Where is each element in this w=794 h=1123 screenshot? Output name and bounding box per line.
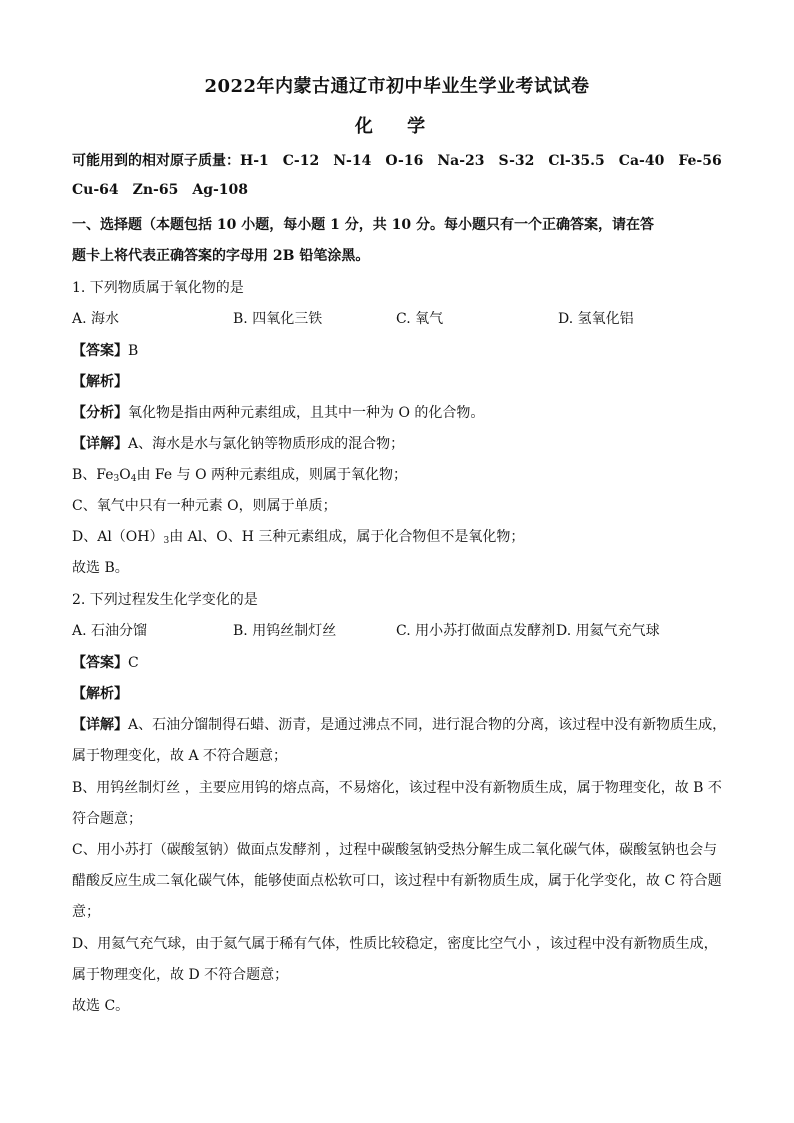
mass-item: N-14 [333,153,372,169]
question-1-stem: 1. 下列物质属于氧化物的是 [72,280,244,296]
question-2-stem: 2. 下列过程发生化学变化的是 [72,592,258,608]
detail-text: A、石油分馏制得石蜡、沥青，是通过沸点不同，进行混合物的分离，该过程中没有新物质生成， [128,717,727,733]
q1-conclusion: 故选 B。 [72,560,129,576]
section-heading-line-2: 题卡上将代表正确答案的字母用 2B 铅笔涂黑。 [72,248,370,264]
section-heading-line-1: 一、选择题（本题包括 10 小题，每小题 1 分，共 10 分。每小题只有一个正确答案，请在答 [72,217,654,233]
q1-option-c: C. 氧气 [396,311,444,327]
q2-detail-line-1 [72,714,726,734]
mass-item: Fe-56 [678,153,722,169]
q2-option-d: D. 用氦气充气球 [556,623,660,639]
q1-fenxi: 氧化物是指由两种元素组成，且其中一种为 O 的化合物。 [128,405,485,421]
q2-detail-line-3: B、用钨丝制灯丝 ，主要应用钨的熔点高，不易熔化，该过程中没有新物质生成，属于物理变化，故 B 不 [72,780,722,796]
answer-tag: 【答案】 [72,655,128,671]
mass-item: Cu-64 [72,182,119,198]
subscript: 3 [113,474,120,484]
q1-fenxi-line [72,402,484,422]
q2-option-a: A. 石油分馏 [72,623,148,639]
q2-detail-line-4: 符合题意； [72,811,142,827]
detail-text: B、Fe [72,467,114,483]
q2-detail-line-2: 属于物理变化，故 A 不符合题意； [72,748,288,764]
q2-detail-line-5: C、用小苏打（碳酸氢钠）做面点发酵剂 ，过程中碳酸氢钠受热分解生成二氧化碳气体，碳酸氢钠也会与 [72,842,718,858]
mass-item: H-1 [240,153,269,169]
subject-title: 化 学 [354,116,440,137]
q1-option-b: B. 四氧化三铁 [233,311,323,327]
q1-answer-line [72,340,138,360]
q1-detail-d [72,526,524,546]
fenxi-tag: 【分析】 [72,405,128,421]
q2-answer-line [72,652,139,672]
detail-tag: 【详解】 [72,436,128,452]
q1-option-d: D. 氢氧化铝 [558,311,634,327]
detail-text: 由 Al、O、H 三种元素组成，属于化合物但不是氧化物； [169,529,525,545]
mass-item: O-16 [385,153,424,169]
answer-tag: 【答案】 [72,343,128,359]
subscript: 4 [130,474,137,484]
mass-item: Na-23 [437,153,485,169]
mass-item: S-32 [498,153,535,169]
mass-item: Cl-35.5 [548,153,605,169]
q2-conclusion: 故选 C。 [72,998,130,1014]
q1-option-a: A. 海水 [72,311,120,327]
mass-item: C-12 [282,153,320,169]
mass-item: Ag-108 [192,182,249,198]
exam-title: 2022年内蒙古通辽市初中毕业生学业考试试卷 [204,76,590,97]
q2-detail-line-6: 醋酸反应生成二氧化碳气体，能够使面点松软可口，该过程中有新物质生成，属于化学变化，故 C 符合题 [72,873,722,889]
mass-item: Zn-65 [132,182,179,198]
analysis-tag: 【解析】 [72,374,128,390]
q2-analysis-line [72,683,128,703]
q1-detail-line [72,433,404,453]
q2-option-c: C. 用小苏打做面点发酵剂 [396,623,556,639]
subscript: 3 [163,536,170,546]
q1-detail-c: C、氧气中只有一种元素 O，则属于单质； [72,498,337,514]
detail-text: D、Al（OH） [72,529,164,545]
q2-detail-line-8: D、用氦气充气球，由于氦气属于稀有气体，性质比较稳定，密度比空气小 ，该过程中没有新物质生成， [72,936,718,952]
q1-detail-b [72,464,407,484]
q2-detail-line-7: 意； [72,904,100,920]
q1-detail-a: A、海水是水与氯化钠等物质形成的混合物； [128,436,405,452]
atomic-masses-row-1 [72,150,736,170]
mass-item: Ca-40 [618,153,665,169]
atomic-masses-label: 可能用到的相对原子质量： [72,153,240,169]
detail-text: 由 Fe 与 O 两种元素组成，则属于氧化物； [136,467,407,483]
analysis-tag: 【解析】 [72,686,128,702]
q2-answer: C [128,655,139,671]
q1-analysis-line [72,371,128,391]
detail-text: O [119,467,131,483]
q2-detail-line-9: 属于物理变化，故 D 不符合题意； [72,967,289,983]
q1-answer: B [128,343,139,359]
detail-tag: 【详解】 [72,717,128,733]
q2-option-b: B. 用钨丝制灯丝 [233,623,337,639]
atomic-masses-row-2 [72,182,262,198]
